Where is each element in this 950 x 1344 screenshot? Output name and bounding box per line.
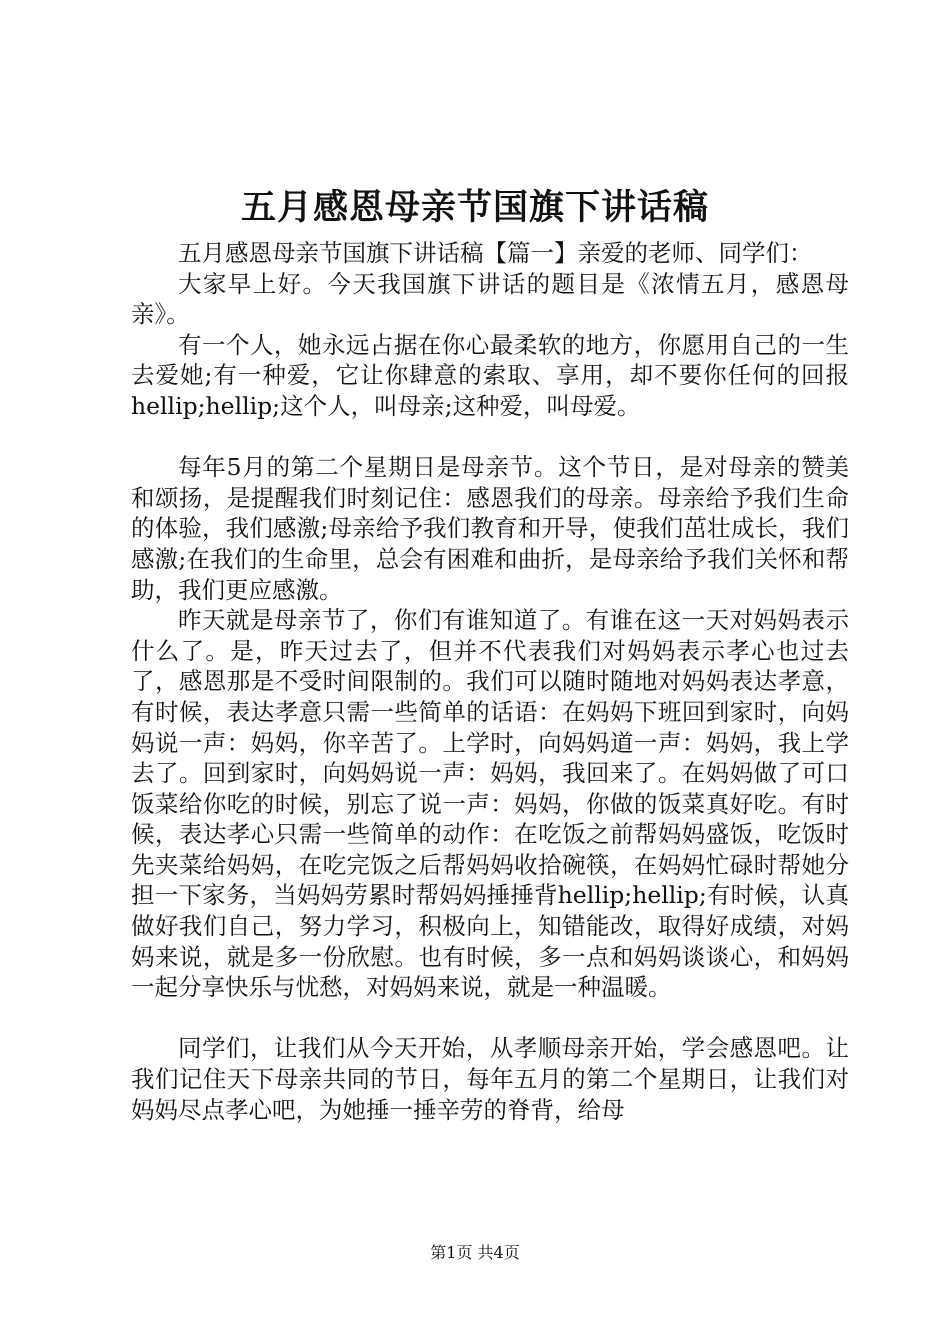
- paragraph-topic: 大家早上好。今天我国旗下讲话的题目是《浓情五月，感恩母亲》。: [131, 269, 849, 329]
- paragraph-spacer: [131, 422, 849, 453]
- document-title: 五月感恩母亲节国旗下讲话稿: [240, 187, 709, 228]
- paragraph-mothers-day: 每年5月的第二个星期日是母亲节。这个节日，是对母亲的赞美和颂扬，是提醒我们时刻记住：感恩我们的母亲。母亲给予我们生命的体验，我们感激;母亲给予我们教育和开导，使我们茁壮成长，我们感激;在我们的生命里，总会有困难和曲折，是母亲给予我们关怀和帮助，我们更应感激。: [131, 453, 849, 604]
- page-number-footer: 第1页 共4页: [430, 1243, 520, 1262]
- paragraph-mother-love: 有一个人，她永远占据在你心最柔软的地方，你愿用自己的一生去爱她;有一种爱，它让你肆意的索取、享用，却不要你任何的回报hellip;hellip;这个人，叫母亲;这种爱，叫母爱。: [131, 330, 849, 420]
- document-body: [131, 238, 849, 1125]
- paragraph-greeting: 五月感恩母亲节国旗下讲话稿【篇一】亲爱的老师、同学们：: [178, 239, 813, 267]
- paragraph-spacer: [131, 1003, 849, 1034]
- paragraph-closing: 同学们，让我们从今天开始，从孝顺母亲开始，学会感恩吧。让我们记住天下母亲共同的节日，每年五月的第二个星期日，让我们对妈妈尽点孝心吧，为她捶一捶辛劳的脊背，给母: [131, 1034, 849, 1124]
- paragraph-expressing-filial-piety: 昨天就是母亲节了，你们有谁知道了。有谁在这一天对妈妈表示什么了。是，昨天过去了，但并不代表我们对妈妈表示孝心也过去了，感恩那是不受时间限制的。我们可以随时随地对妈妈表达孝意，有时候，表达孝意只需一些简单的话语：在妈妈下班回到家时，向妈妈说一声：妈妈，你辛苦了。上学时，向妈妈道一声：妈妈，我上学去了。回到家时，向妈妈说一声：妈妈，我回来了。在妈妈做了可口饭菜给你吃的时候，别忘了说一声：妈妈，你做的饭菜真好吃。有时候，表达孝心只需一些简单的动作：在吃饭之前帮妈妈盛饭，吃饭时先夹菜给妈妈，在吃完饭之后帮妈妈收拾碗筷，在妈妈忙碌时帮她分担一下家务，当妈妈劳累时帮妈妈捶捶背hellip;hellip;有时候，认真做好我们自己，努力学习，积极向上，知错能改，取得好成绩，对妈妈来说，就是多一份欣慰。也有时候，多一点和妈妈谈谈心，和妈妈一起分享快乐与忧愁，对妈妈来说，就是一种温暖。: [131, 606, 849, 1002]
